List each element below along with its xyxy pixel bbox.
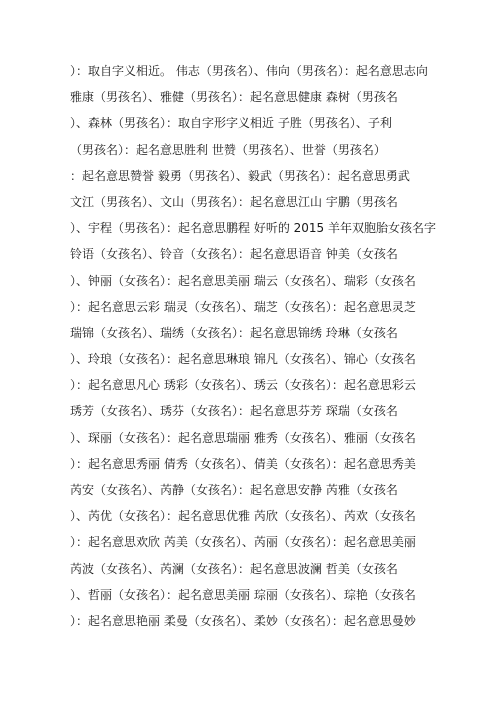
text-line: ）、哲丽（女孩名）：起名意思美丽 琮丽（女孩名）、琮艳（女孩名 (70, 587, 416, 602)
text-line: ）：取自字义相近。 伟志（男孩名）、伟向（男孩名）：起名意思志向 (70, 64, 428, 78)
text-line: ）、钟丽（女孩名）：起名意思美丽 瑞云（女孩名）、瑞彩（女孩名 (70, 273, 416, 288)
text-line: 铃语（女孩名）、铃音（女孩名）：起名意思语音 钟美（女孩名 (70, 247, 398, 262)
text-line: ）：起名意思艳丽 柔曼（女孩名）、柔妙（女孩名）：起名意思曼妙 (70, 613, 416, 628)
text-line: ）、琛丽（女孩名）：起名意思瑞丽 雅秀（女孩名）、雅丽（女孩名 (70, 430, 416, 445)
text-line: 瑞锦（女孩名）、瑞绣（女孩名）：起名意思锦绣 玲琳（女孩名 (70, 325, 398, 340)
text-line: 雅康（男孩名）、雅健（男孩名）：起名意思健康 森树（男孩名 (70, 90, 398, 105)
text-line: 芮波（女孩名）、芮澜（女孩名）：起名意思波澜 哲美（女孩名 (70, 561, 398, 576)
text-line: ）、宇程（男孩名）：起名意思鹏程 好听的 2015 羊年双胞胎女孩名字 (70, 221, 436, 236)
text-body (70, 58, 442, 634)
text-line: ）：起名意思秀丽 倩秀（女孩名）、倩美（女孩名）：起名意思秀美 (70, 456, 416, 471)
text-line: 文江（男孩名）、文山（男孩名）：起名意思江山 宇鹏（男孩名 (70, 194, 398, 209)
text-line: ）、森林（男孩名）：取自字形字义相近 子胜（男孩名）、子利 (70, 116, 392, 131)
text-line: ：起名意思赞誉 毅勇（男孩名）、毅武（男孩名）：起名意思勇武 (70, 168, 410, 183)
text-line: （男孩名）：起名意思胜利 世赞（男孩名）、世誉（男孩名） (70, 142, 386, 157)
text-line: ）：起名意思云彩 瑞灵（女孩名）、瑞芝（女孩名）：起名意思灵芝 (70, 299, 416, 314)
text-line: ）、芮优（女孩名）：起名意思优雅 芮欣（女孩名）、芮欢（女孩名 (70, 509, 416, 524)
text-line: ）、玲琅（女孩名）：起名意思琳琅 锦凡（女孩名）、锦心（女孩名 (70, 352, 416, 367)
text-line: 芮安（女孩名）、芮静（女孩名）：起名意思安静 芮雅（女孩名 (70, 483, 398, 497)
text-line: 琇芳（女孩名）、琇芬（女孩名）：起名意思芬芳 琛瑞（女孩名 (70, 404, 398, 419)
text-line: ）：起名意思凡心 琇彩（女孩名）、琇云（女孩名）：起名意思彩云 (70, 378, 416, 393)
text-line: ）：起名意思欢欣 芮美（女孩名）、芮丽（女孩名）：起名意思美丽 (70, 535, 416, 550)
